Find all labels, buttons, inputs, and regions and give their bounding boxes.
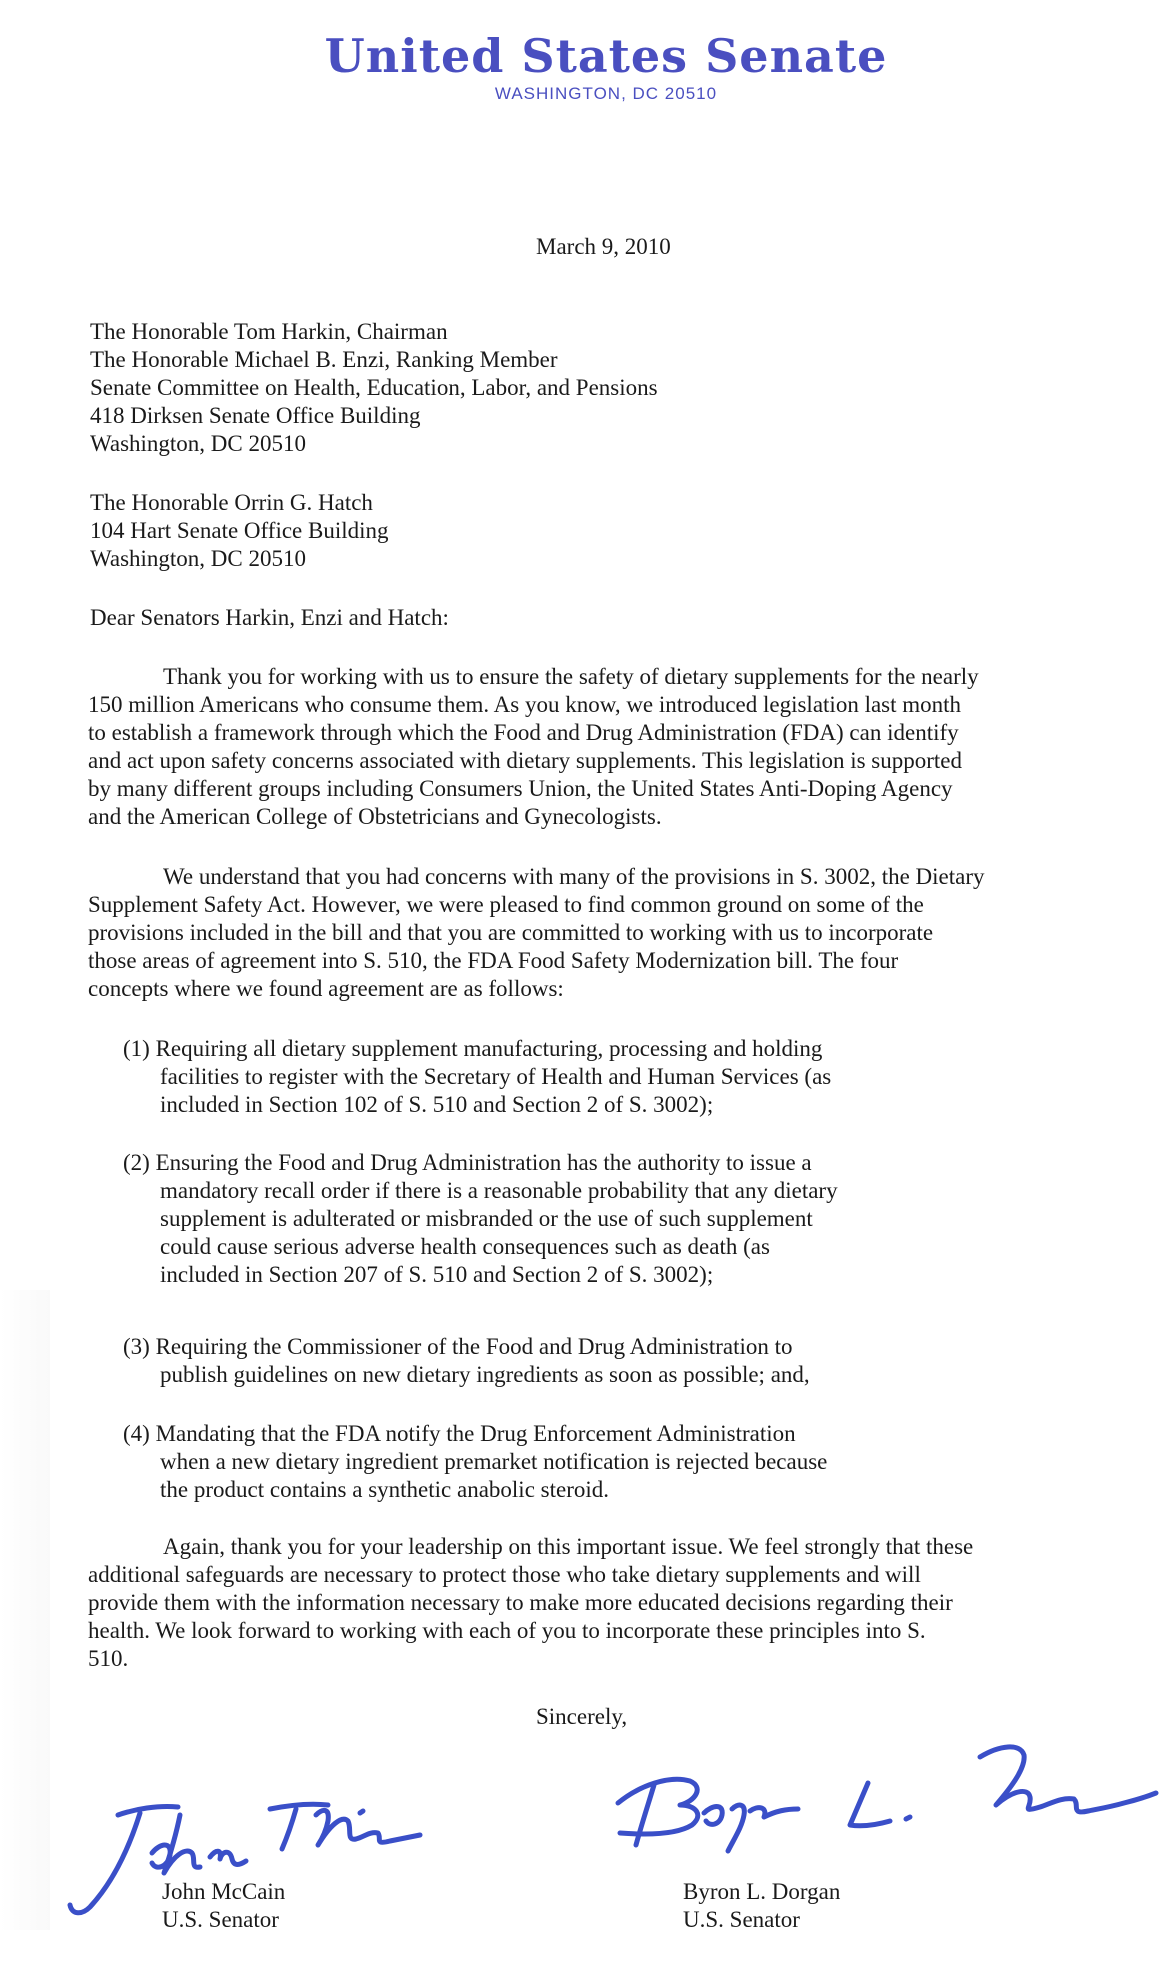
salutation: Dear Senators Harkin, Enzi and Hatch: [90, 605, 449, 630]
closing: Sincerely, [536, 1704, 628, 1729]
item-line: when a new dietary ingredient premarket notification is rejected because [160, 1449, 828, 1474]
recipient-block-2 [90, 489, 389, 573]
item-line: (1) Requiring all dietary supplement manufacturing, processing and holding [123, 1036, 823, 1061]
recipient-line: The Honorable Orrin G. Hatch [90, 490, 373, 515]
paragraph-line: by many different groups including Consumers Union, the United States Anti-Doping Agency [88, 776, 953, 801]
paragraph-line: Again, thank you for your leadership on this important issue. We feel strongly that these [163, 1534, 974, 1559]
paragraph-line: 150 million Americans who consume them. As you know, we introduced legislation last month [88, 692, 962, 717]
recipient-line: 418 Dirksen Senate Office Building [90, 403, 421, 428]
item-line: publish guidelines on new dietary ingredients as soon as possible; and, [160, 1362, 810, 1387]
paragraph-line: We understand that you had concerns with many of the provisions in S. 3002, the Dietary [163, 864, 985, 889]
signer-title: U.S. Senator [162, 1907, 279, 1932]
recipient-line: Washington, DC 20510 [90, 546, 307, 571]
numbered-item-2 [123, 1149, 838, 1289]
signer-name: John McCain [162, 1879, 286, 1904]
item-line: included in Section 102 of S. 510 and Section 2 of S. 3002); [160, 1092, 714, 1117]
signer-name: Byron L. Dorgan [683, 1879, 841, 1904]
paragraph-line: provisions included in the bill and that you are committed to working with us to incorporate [88, 920, 934, 945]
recipient-block-1 [90, 318, 658, 458]
recipient-line: 104 Hart Senate Office Building [90, 518, 389, 543]
paragraph-line: and act upon safety concerns associated with dietary supplements. This legislation is supported [88, 748, 963, 773]
item-line: supplement is adulterated or misbranded or the use of such supplement [160, 1206, 813, 1231]
item-line: the product contains a synthetic anabolic steroid. [160, 1477, 610, 1502]
numbered-item-4 [123, 1420, 827, 1504]
numbered-item-1 [123, 1035, 831, 1119]
item-line: facilities to register with the Secretary of Health and Human Services (as [160, 1064, 832, 1089]
signature-dorgan [600, 1735, 1160, 1855]
signer-block-1 [162, 1878, 285, 1934]
numbered-item-3 [123, 1333, 810, 1389]
item-line: mandatory recall order if there is a reasonable probability that any dietary [160, 1178, 838, 1203]
body-paragraph-3 [88, 1533, 973, 1673]
paragraph-line: provide them with the information necessary to make more educated decisions regarding their [88, 1590, 953, 1615]
letterhead-title: United States Senate [324, 29, 888, 83]
letterhead [0, 30, 1172, 104]
item-line: (2) Ensuring the Food and Drug Administration has the authority to issue a [123, 1150, 812, 1175]
scan-shadow [0, 1290, 50, 1930]
signer-block-2 [683, 1878, 840, 1934]
letter-date: March 9, 2010 [536, 234, 671, 259]
item-line: (3) Requiring the Commissioner of the Food and Drug Administration to [123, 1334, 793, 1359]
paragraph-line: health. We look forward to working with each of you to incorporate these principles into S. [88, 1618, 926, 1643]
paragraph-line: Thank you for working with us to ensure the safety of dietary supplements for the nearly [163, 664, 979, 689]
item-line: included in Section 207 of S. 510 and Section 2 of S. 3002); [160, 1262, 714, 1287]
paragraph-line: and the American College of Obstetricians and Gynecologists. [88, 804, 662, 829]
paragraph-line: to establish a framework through which the Food and Drug Administration (FDA) can identify [88, 720, 959, 745]
recipient-line: Washington, DC 20510 [90, 431, 307, 456]
item-line: (4) Mandating that the FDA notify the Drug Enforcement Administration [123, 1421, 796, 1446]
recipient-line: The Honorable Tom Harkin, Chairman [90, 319, 448, 344]
paragraph-line: 510. [88, 1646, 129, 1671]
recipient-line: Senate Committee on Health, Education, Labor, and Pensions [90, 375, 658, 400]
letterhead-address: WASHINGTON, DC 20510 [494, 84, 718, 103]
paragraph-line: additional safeguards are necessary to protect those who take dietary supplements and will [88, 1562, 921, 1587]
item-line: could cause serious adverse health consequences such as death (as [160, 1234, 770, 1259]
body-paragraph-1 [88, 663, 979, 831]
recipient-line: The Honorable Michael B. Enzi, Ranking Member [90, 347, 558, 372]
paragraph-line: concepts where we found agreement are as follows: [88, 976, 564, 1001]
signer-title: U.S. Senator [683, 1907, 800, 1932]
paragraph-line: Supplement Safety Act. However, we were pleased to find common ground on some of the [88, 892, 924, 917]
body-paragraph-2 [88, 863, 985, 1003]
paragraph-line: those areas of agreement into S. 510, the FDA Food Safety Modernization bill. The four [88, 948, 899, 973]
